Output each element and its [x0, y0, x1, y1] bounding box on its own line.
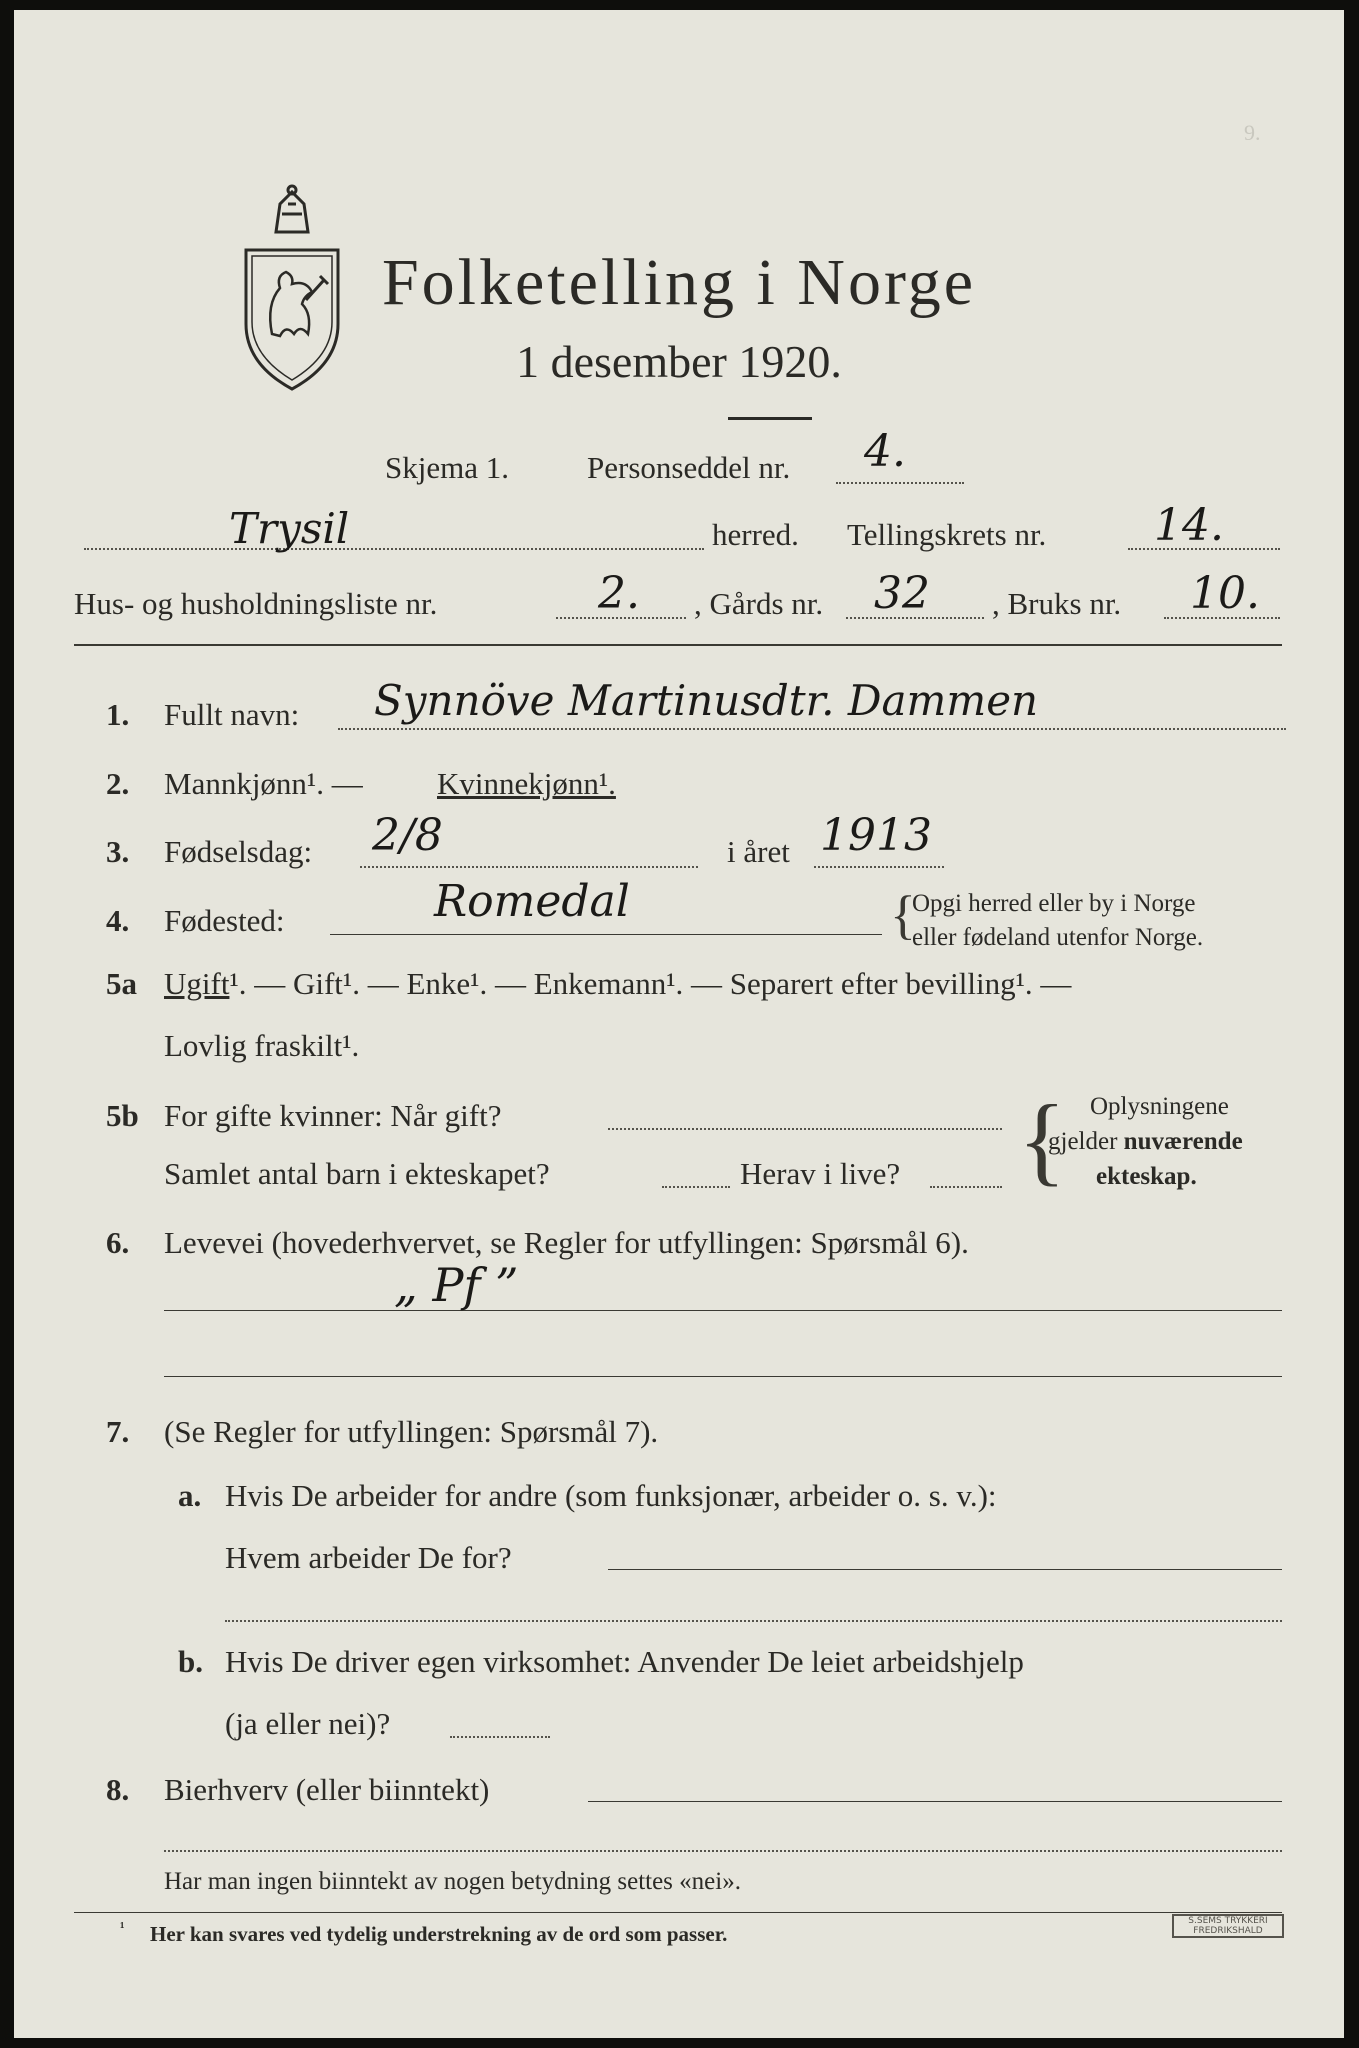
antal-barn-label: Samlet antal barn i ekteskapet? — [164, 1156, 550, 1191]
fodselsdag-label: Fødselsdag: — [164, 834, 313, 869]
antal-barn-line — [662, 1186, 730, 1188]
herred-label: herred. — [712, 517, 799, 552]
hvem-arbeider-line — [608, 1569, 1282, 1570]
printer-stamp-line-1: S.SEMS TRYKKERI — [1188, 1916, 1268, 1926]
bierhverv-label: Bierhverv (eller biinntekt) — [164, 1772, 490, 1807]
brace: { — [890, 885, 916, 945]
personseddel-line — [836, 482, 964, 484]
question-number: 5b — [106, 1098, 139, 1133]
form-title: Folketelling i Norge — [381, 246, 977, 319]
footnote-mark: ¹ — [120, 1920, 125, 1936]
fullt-navn-label: Fullt navn: — [164, 697, 300, 732]
mannkjonn-option: Mannkjønn¹. — — [164, 766, 363, 801]
question-number: 7. — [106, 1414, 130, 1449]
q7b-line-1: Hvis De driver egen virksomhet: Anvender De leiet arbeidshjelp — [225, 1644, 1024, 1679]
naar-gift-line — [608, 1128, 1002, 1130]
bierhverv-note: Har man ingen biinntekt av nogen betydning settes «nei». — [164, 1868, 741, 1895]
husliste-label: Hus- og husholdningsliste nr. — [74, 586, 438, 621]
herav-i-live-label: Herav i live? — [740, 1156, 901, 1191]
bruks-value: 10. — [1190, 568, 1260, 619]
herred-line — [84, 548, 704, 550]
q7a-line-2: Hvem arbeider De for? — [225, 1540, 512, 1575]
census-form-page — [14, 10, 1344, 2038]
fodested-line — [330, 934, 882, 935]
printer-stamp-line-2: FREDRIKSHALD — [1193, 1926, 1263, 1936]
kvinnekjonn-option-selected: Kvinnekjønn¹. — [437, 766, 616, 801]
brace: { — [1018, 1084, 1066, 1195]
divider — [728, 417, 812, 420]
schema-label: Skjema 1. — [385, 450, 509, 485]
question-number: 6. — [106, 1225, 130, 1260]
hvem-arbeider-line-2 — [225, 1620, 1282, 1622]
printer-stamp — [1172, 1914, 1284, 1938]
naar-gift-label: For gifte kvinner: Når gift? — [164, 1098, 502, 1133]
levevei-line-2 — [164, 1376, 1282, 1377]
fodested-value: Romedal — [434, 876, 630, 927]
bierhverv-line — [588, 1801, 1282, 1802]
q7b-line-2: (ja eller nei)? — [225, 1706, 391, 1741]
levevei-value: „ Pf ” — [394, 1258, 519, 1312]
fodested-note-1: Opgi herred eller by i Norge — [912, 890, 1196, 917]
husliste-value: 2. — [598, 568, 640, 619]
personseddel-label: Personseddel nr. — [587, 450, 791, 485]
q7a-letter: a. — [178, 1478, 202, 1513]
fodselsdag-line — [360, 866, 698, 868]
census-date: 1 desember 1920. — [516, 336, 842, 387]
fodselsaar-line — [814, 866, 944, 868]
levevei-line-1 — [164, 1310, 1282, 1311]
lovlig-fraskilt-option: Lovlig fraskilt¹. — [164, 1028, 360, 1063]
sivilstand-other-options: ¹. — Gift¹. — Enke¹. — Enkemann¹. — Separert efter bevilling¹. — — [229, 966, 1072, 1001]
ekteskap-note-2a: gjelder — [1048, 1128, 1124, 1155]
q7b-letter: b. — [178, 1644, 203, 1679]
header-divider — [74, 644, 1282, 646]
bierhverv-line-2 — [164, 1850, 1282, 1852]
gards-value: 32 — [874, 568, 930, 619]
personseddel-value: 4. — [864, 426, 906, 477]
q7-label: (Se Regler for utfyllingen: Spørsmål 7). — [164, 1414, 659, 1449]
question-number: 4. — [106, 903, 130, 938]
question-number: 8. — [106, 1772, 130, 1807]
ekteskap-note-1: Oplysningene — [1090, 1093, 1229, 1120]
bleed-through: 9. — [1244, 120, 1261, 145]
tellingskrets-label: Tellingskrets nr. — [847, 517, 1047, 552]
gards-label: , Gårds nr. — [694, 586, 824, 621]
fodested-label: Fødested: — [164, 903, 285, 938]
sivilstand-options — [164, 966, 1071, 1002]
herred-value: Trysil — [229, 504, 350, 553]
fodselsdag-value: 2/8 — [372, 810, 443, 861]
question-number: 3. — [106, 834, 130, 869]
fodested-note-2: eller fødeland utenfor Norge. — [912, 924, 1204, 951]
fodselsaar-value: 1913 — [820, 810, 932, 861]
fullt-navn-value: Synnöve Martinusdtr. Dammen — [374, 676, 1039, 725]
question-number: 2. — [106, 766, 130, 801]
levevei-label: Levevei (hovederhvervet, se Regler for utfyllingen: Spørsmål 6). — [164, 1225, 969, 1260]
ekteskap-note-2 — [1048, 1128, 1243, 1156]
tellingskrets-value: 14. — [1154, 500, 1224, 551]
question-number: 1. — [106, 697, 130, 732]
arbeidshjelp-line — [450, 1736, 550, 1738]
fodselsaar-label: i året — [727, 834, 790, 869]
ugift-option-selected: Ugift — [164, 966, 230, 1001]
footnote-text: Her kan svares ved tydelig understrekning av de ord som passer. — [150, 1922, 728, 1946]
footnote-divider — [74, 1912, 1282, 1913]
q7a-line-1: Hvis De arbeider for andre (som funksjonær, arbeider o. s. v.): — [225, 1478, 997, 1513]
question-number: 5a — [106, 966, 137, 1001]
herav-i-live-line — [930, 1186, 1002, 1188]
fullt-navn-line — [338, 728, 1286, 730]
ekteskap-note-3: ekteskap. — [1096, 1163, 1197, 1190]
bruks-label: , Bruks nr. — [992, 586, 1122, 621]
ekteskap-note-2b: nuværende — [1123, 1128, 1243, 1155]
